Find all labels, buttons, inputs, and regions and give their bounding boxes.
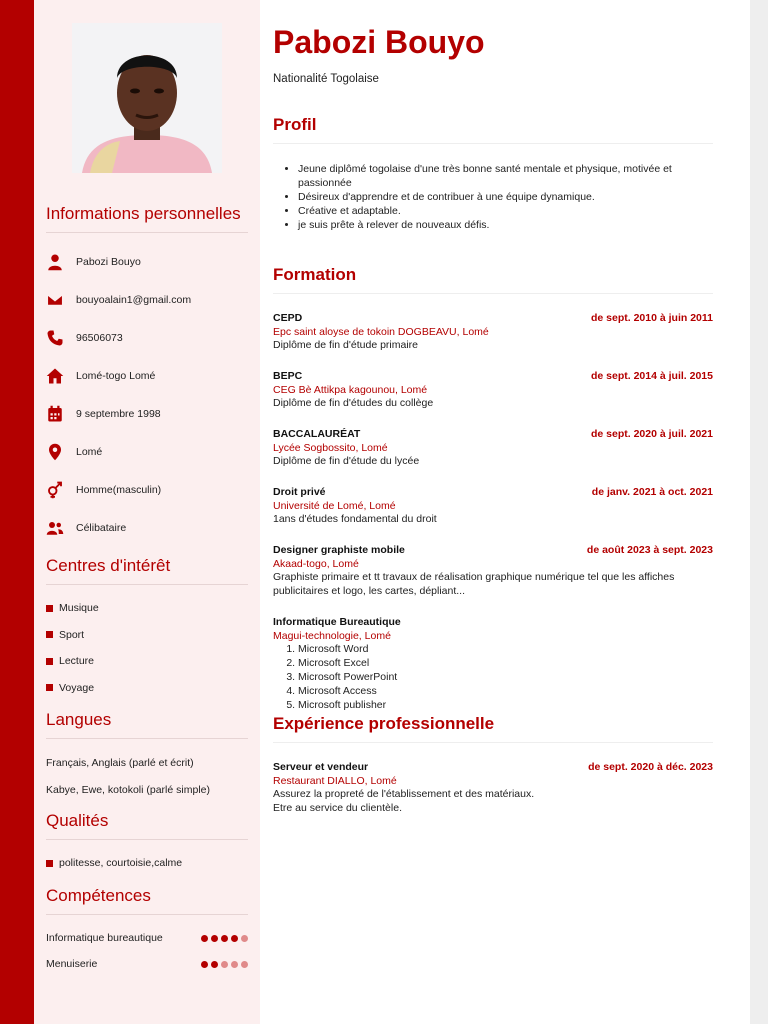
entry-place: Epc saint aloyse de tokoin DOGBEAVU, Lomé xyxy=(273,326,489,338)
education-title: Formation xyxy=(273,265,713,294)
profile-item: • Désireux d'apprendre et de contribuer à une équipe dynamique. xyxy=(298,190,713,204)
entry-place: Lycée Sogbossito, Lomé xyxy=(273,442,388,454)
experience-title: Expérience professionnelle xyxy=(273,714,713,743)
skill-dot-filled xyxy=(231,935,238,942)
info-row-birthplace xyxy=(46,433,248,471)
skill-level-dots xyxy=(201,935,248,942)
entry-desc: Graphiste primaire et tt travaux de réalisation graphique numérique tel que les affiches publicitaires et logo, les cartes, dépliant... xyxy=(273,571,675,597)
square-bullet-icon xyxy=(46,860,53,867)
entry-desc: Assurez la propreté de l'établissement et des matériaux. xyxy=(273,788,535,800)
skill-dot-empty xyxy=(221,961,228,968)
sidebar xyxy=(34,0,260,1024)
profile-photo xyxy=(72,23,222,173)
education-entry xyxy=(273,544,713,598)
skill-name: Informatique bureautique xyxy=(46,932,163,944)
experience-section xyxy=(273,714,713,815)
entry-desc: Etre au service du clientèle. xyxy=(273,802,402,814)
entry-place: CEG Bè Attikpa kagounou, Lomé xyxy=(273,384,428,396)
info-address: Lomé-togo Lomé xyxy=(76,370,156,382)
language-item: Kabye, Ewe, kotokoli (parlé simple) xyxy=(46,783,210,796)
languages-title: Langues xyxy=(46,710,248,739)
skill-name: Menuiserie xyxy=(46,958,98,970)
entry-title: Informatique Bureautique xyxy=(273,616,401,628)
info-row-marital xyxy=(46,509,248,547)
education-entry xyxy=(273,312,713,352)
education-section xyxy=(273,265,713,712)
entry-desc: Diplôme de fin d'études du collège xyxy=(273,397,434,409)
entry-date: de janv. 2021 à oct. 2021 xyxy=(591,486,713,498)
skills-title: Compétences xyxy=(46,886,248,915)
interests-section xyxy=(46,556,248,701)
interests-title: Centres d'intérêt xyxy=(46,556,248,585)
education-entry xyxy=(273,428,713,468)
entry-date: de sept. 2020 à juil. 2021 xyxy=(591,428,713,440)
entry-date: de sept. 2020 à déc. 2023 xyxy=(588,761,713,773)
info-row-email xyxy=(46,281,248,319)
info-marital: Célibataire xyxy=(76,522,127,534)
software-item: 4. Microsoft Access xyxy=(298,684,713,698)
skill-dot-filled xyxy=(211,935,218,942)
profile-item: • je suis prête à relever de nouveaux défis. xyxy=(298,218,713,232)
entry-date: de août 2023 à sept. 2023 xyxy=(586,544,713,556)
entry-place: Restaurant DIALLO, Lomé xyxy=(273,775,397,787)
skill-row xyxy=(46,951,248,977)
info-email[interactable]: bouyoalain1@gmail.com xyxy=(76,294,192,306)
entry-title: Droit privé xyxy=(273,486,326,498)
info-row-address xyxy=(46,357,248,395)
info-row-gender xyxy=(46,471,248,509)
entry-place: Université de Lomé, Lomé xyxy=(273,500,396,512)
entry-title: Serveur et vendeur xyxy=(273,761,369,773)
skill-dot-empty xyxy=(231,961,238,968)
entry-place: Magui-technologie, Lomé xyxy=(273,630,391,642)
entry-desc: Diplôme de fin d'étude primaire xyxy=(273,339,418,351)
nationality: Nationalité Togolaise xyxy=(273,73,379,85)
personal-info-section xyxy=(46,204,248,547)
skill-dot-empty xyxy=(241,935,248,942)
quality-item: politesse, courtoisie,calme xyxy=(46,850,248,877)
home-icon xyxy=(46,367,76,385)
skill-dot-empty xyxy=(241,961,248,968)
square-bullet-icon xyxy=(46,605,53,612)
entry-title: BEPC xyxy=(273,370,303,382)
entry-date: de sept. 2010 à juin 2011 xyxy=(591,312,713,324)
square-bullet-icon xyxy=(46,658,53,665)
info-row-name xyxy=(46,243,248,281)
info-row-birthdate xyxy=(46,395,248,433)
profile-list xyxy=(273,162,713,232)
experience-entry xyxy=(273,761,713,815)
users-icon xyxy=(46,519,76,537)
phone-icon xyxy=(46,329,76,347)
education-entry xyxy=(273,616,713,712)
profile-item: • Créative et adaptable. xyxy=(298,204,713,218)
education-entry xyxy=(273,486,713,526)
education-entry xyxy=(273,370,713,410)
info-birthplace: Lomé xyxy=(76,446,103,458)
info-row-phone xyxy=(46,319,248,357)
location-pin-icon xyxy=(46,443,76,461)
skill-dot-filled xyxy=(211,961,218,968)
user-icon xyxy=(46,253,76,271)
candidate-name: Pabozi Bouyo xyxy=(273,24,485,60)
accent-rail xyxy=(0,0,34,1024)
calendar-icon xyxy=(46,405,76,423)
info-birthdate: 9 septembre 1998 xyxy=(76,408,161,420)
skill-dot-filled xyxy=(201,935,208,942)
profile-item: • Jeune diplômé togolaise d'une très bonne santé mentale et physique, motivée et passionnée xyxy=(298,162,713,190)
profile-section xyxy=(273,115,713,232)
skill-level-dots xyxy=(201,961,248,968)
language-item: Français, Anglais (parlé et écrit) xyxy=(46,756,194,769)
entry-desc: 1ans d'études fondamental du droit xyxy=(273,513,437,525)
interest-item: Sport xyxy=(46,622,248,649)
entry-title: Designer graphiste mobile xyxy=(273,544,405,556)
skill-row xyxy=(46,925,248,951)
entry-place: Akaad-togo, Lomé xyxy=(273,558,359,570)
interest-item: Lecture xyxy=(46,648,248,675)
software-item: 2. Microsoft Excel xyxy=(298,656,713,670)
skill-dot-filled xyxy=(201,961,208,968)
interest-item: Voyage xyxy=(46,675,248,702)
info-phone: 96506073 xyxy=(76,332,123,344)
skill-dot-filled xyxy=(221,935,228,942)
qualities-title: Qualités xyxy=(46,811,248,840)
qualities-section xyxy=(46,811,248,877)
skills-section xyxy=(46,886,248,977)
info-name: Pabozi Bouyo xyxy=(76,256,141,268)
software-item: 3. Microsoft PowerPoint xyxy=(298,670,713,684)
entry-title: CEPD xyxy=(273,312,303,324)
personal-info-title: Informations personnelles xyxy=(46,204,248,233)
entry-title: BACCALAURÉAT xyxy=(273,428,361,440)
software-item: 1. Microsoft Word xyxy=(298,642,713,656)
entry-date: de sept. 2014 à juil. 2015 xyxy=(591,370,713,382)
square-bullet-icon xyxy=(46,631,53,638)
languages-section xyxy=(46,710,248,803)
gender-icon xyxy=(46,481,76,499)
entry-desc: Diplôme de fin d'étude du lycée xyxy=(273,455,420,467)
interest-item: Musique xyxy=(46,595,248,622)
info-gender: Homme(masculin) xyxy=(76,484,162,496)
profile-title: Profil xyxy=(273,115,713,144)
main-content xyxy=(273,0,713,1024)
envelope-icon xyxy=(46,291,76,309)
software-list xyxy=(273,642,713,712)
square-bullet-icon xyxy=(46,684,53,691)
software-item: 5. Microsoft publisher xyxy=(298,698,713,712)
